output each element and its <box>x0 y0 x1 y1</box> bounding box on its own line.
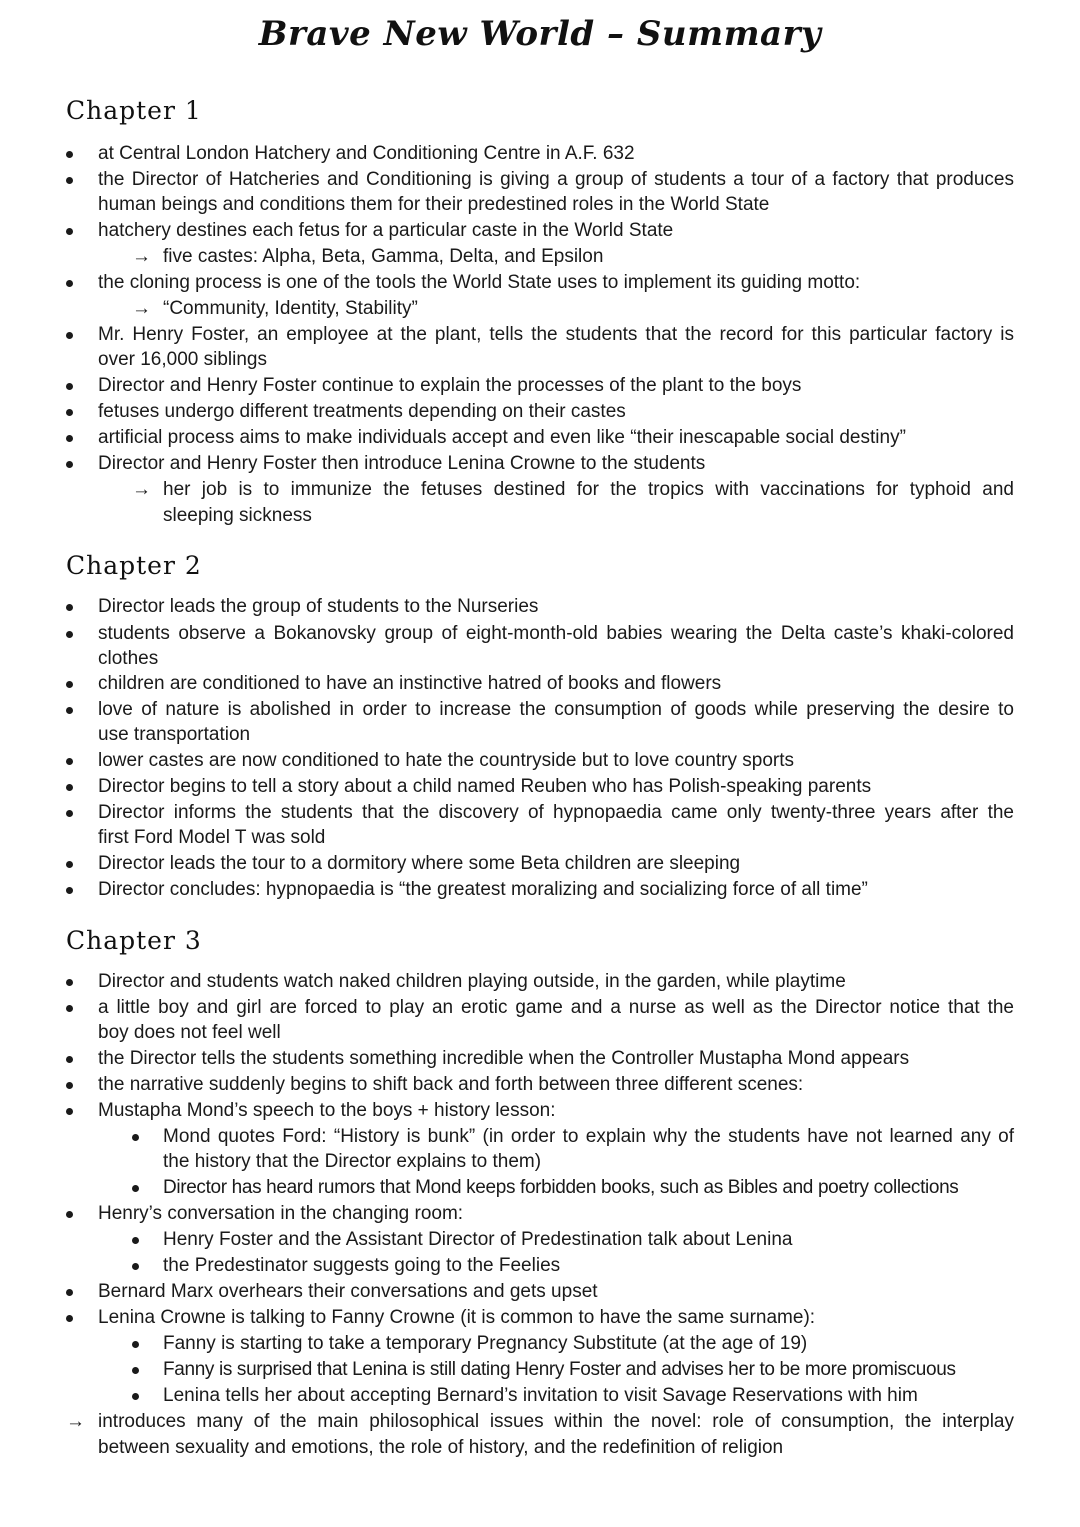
bullet-icon <box>66 758 73 765</box>
list-item: Mr. Henry Foster, an employee at the plant, tells the students that the record for this particular factory is <box>98 324 1014 345</box>
list-item: a little boy and girl are forced to play an erotic game and a nurse as well as the Director notice that the <box>98 997 1014 1018</box>
bullet-icon <box>66 1211 73 1218</box>
bullet-icon <box>66 707 73 714</box>
chapter-2-heading: Chapter 2 <box>66 551 202 580</box>
list-item: Director and Henry Foster continue to explain the processes of the plant to the boys <box>98 375 802 396</box>
bullet-icon <box>66 228 73 235</box>
list-item: love of nature is abolished in order to increase the consumption of goods while preserving the desire to <box>98 699 1014 720</box>
list-item: Henry’s conversation in the changing room: <box>98 1203 464 1224</box>
list-item: Director concludes: hypnopaedia is “the greatest moralizing and socializing force of all time” <box>98 879 868 900</box>
list-item: Lenina Crowne is talking to Fanny Crowne (it is common to have the same surname): <box>98 1307 816 1328</box>
list-item: Director and students watch naked children playing outside, in the garden, while playtime <box>98 971 846 992</box>
bullet-icon <box>66 332 73 339</box>
sub-bullet-icon <box>132 1185 139 1192</box>
bullet-icon <box>66 177 73 184</box>
list-item-continuation: over 16,000 siblings <box>98 349 267 370</box>
list-item-continuation: boy does not feel well <box>98 1022 281 1043</box>
list-item-continuation: use transportation <box>98 724 251 745</box>
list-item: artificial process aims to make individuals accept and even like “their inescapable social destiny” <box>98 427 906 448</box>
bullet-icon <box>66 1056 73 1063</box>
bullet-icon <box>66 810 73 817</box>
list-item-continuation: first Ford Model T was sold <box>98 827 326 848</box>
list-item: Director informs the students that the discovery of hypnopaedia came only twenty-three years after the <box>98 802 1014 823</box>
bullet-icon <box>66 784 73 791</box>
sub-item: Fanny is surprised that Lenina is still dating Henry Foster and advises her to be more promiscuous <box>163 1359 956 1380</box>
sub-bullet-icon <box>132 1263 139 1270</box>
list-item: the Director of Hatcheries and Conditioning is giving a group of students a tour of a factory that produces <box>98 169 1014 190</box>
bullet-icon <box>66 887 73 894</box>
list-item: the narrative suddenly begins to shift back and forth between three different scenes: <box>98 1074 804 1095</box>
summary-line-continuation: between sexuality and emotions, the role of history, and the redefinition of religion <box>98 1437 784 1458</box>
bullet-icon <box>66 151 73 158</box>
sub-bullet-icon <box>132 1367 139 1374</box>
sub-item-continuation: sleeping sickness <box>163 505 312 526</box>
sub-item: the Predestinator suggests going to the Feelies <box>163 1255 561 1276</box>
arrow-right-icon: → <box>66 1411 85 1432</box>
sub-bullet-icon <box>132 1237 139 1244</box>
bullet-icon <box>66 435 73 442</box>
arrow-right-icon: → <box>132 479 151 500</box>
chapter-1-heading: Chapter 1 <box>66 96 202 125</box>
bullet-icon <box>66 461 73 468</box>
list-item: Director leads the group of students to the Nurseries <box>98 596 539 617</box>
summary-line: introduces many of the main philosophical issues within the novel: role of consumption, the interplay <box>98 1411 1014 1432</box>
list-item: students observe a Bokanovsky group of eight-month-old babies wearing the Delta caste’s khaki-colored <box>98 623 1014 644</box>
list-item: Mustapha Mond’s speech to the boys + history lesson: <box>98 1100 556 1121</box>
list-item: at Central London Hatchery and Conditioning Centre in A.F. 632 <box>98 143 635 164</box>
list-item: fetuses undergo different treatments depending on their castes <box>98 401 626 422</box>
bullet-icon <box>66 280 73 287</box>
list-item: Director leads the tour to a dormitory where some Beta children are sleeping <box>98 853 741 874</box>
arrow-right-icon: → <box>132 246 151 267</box>
sub-item: five castes: Alpha, Beta, Gamma, Delta, and Epsilon <box>163 246 604 267</box>
bullet-icon <box>66 409 73 416</box>
bullet-icon <box>66 383 73 390</box>
sub-item: Mond quotes Ford: “History is bunk” (in order to explain why the students have not learned any of <box>163 1126 1014 1147</box>
sub-item: “Community, Identity, Stability” <box>163 298 418 319</box>
sub-item-continuation: the history that the Director explains to them) <box>163 1151 542 1172</box>
list-item: Director begins to tell a story about a child named Reuben who has Polish-speaking parents <box>98 776 872 797</box>
list-item: lower castes are now conditioned to hate the countryside but to love country sports <box>98 750 795 771</box>
bullet-icon <box>66 1082 73 1089</box>
sub-item: Henry Foster and the Assistant Director of Predestination talk about Lenina <box>163 1229 793 1250</box>
list-item: hatchery destines each fetus for a particular caste in the World State <box>98 220 674 241</box>
sub-item: Director has heard rumors that Mond keeps forbidden books, such as Bibles and poetry collections <box>163 1177 959 1198</box>
sub-item: Lenina tells her about accepting Bernard’s invitation to visit Savage Reservations with him <box>163 1385 918 1406</box>
sub-item: Fanny is starting to take a temporary Pregnancy Substitute (at the age of 19) <box>163 1333 808 1354</box>
list-item: the Director tells the students something incredible when the Controller Mustapha Mond appears <box>98 1048 910 1069</box>
bullet-icon <box>66 979 73 986</box>
bullet-icon <box>66 631 73 638</box>
bullet-icon <box>66 861 73 868</box>
list-item: the cloning process is one of the tools the World State uses to implement its guiding motto: <box>98 272 861 293</box>
bullet-icon <box>66 1005 73 1012</box>
bullet-icon <box>66 681 73 688</box>
list-item: Bernard Marx overhears their conversations and gets upset <box>98 1281 598 1302</box>
chapter-3-heading: Chapter 3 <box>66 926 202 955</box>
list-item: Director and Henry Foster then introduce Lenina Crowne to the students <box>98 453 706 474</box>
list-item: children are conditioned to have an instinctive hatred of books and flowers <box>98 673 722 694</box>
page-title: Brave New World – Summary <box>258 14 822 54</box>
sub-item: her job is to immunize the fetuses destined for the tropics with vaccinations for typhoid and <box>163 479 1014 500</box>
sub-bullet-icon <box>132 1134 139 1141</box>
list-item-continuation: clothes <box>98 648 159 669</box>
bullet-icon <box>66 604 73 611</box>
bullet-icon <box>66 1108 73 1115</box>
list-item-continuation: human beings and conditions them for their predestined roles in the World State <box>98 194 770 215</box>
bullet-icon <box>66 1315 73 1322</box>
sub-bullet-icon <box>132 1341 139 1348</box>
arrow-right-icon: → <box>132 298 151 319</box>
bullet-icon <box>66 1289 73 1296</box>
sub-bullet-icon <box>132 1393 139 1400</box>
